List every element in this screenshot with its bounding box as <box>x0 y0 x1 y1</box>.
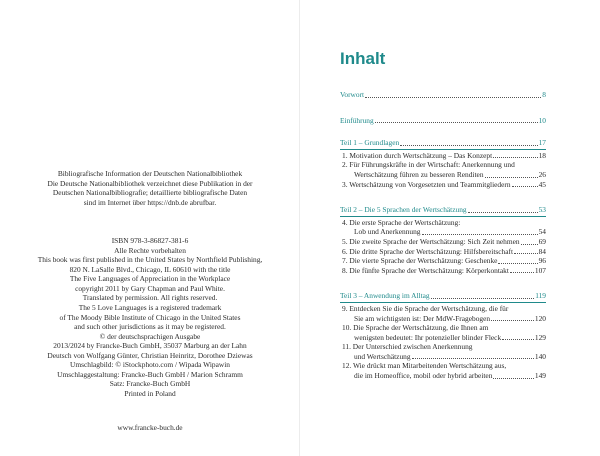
toc-label-continued: die im Homeoffice, mobil oder hybrid arbeiten <box>354 371 493 381</box>
toc-dot-leader <box>485 177 538 178</box>
toc-dot-leader <box>510 272 534 273</box>
toc-dot-leader <box>493 378 534 379</box>
toc-page-number: 84 <box>538 246 546 256</box>
toc-label: 2. Für Führungskräfte in der Wirtschaft: Anerkennung und <box>342 160 515 170</box>
toc-label-continued: und Wertschätzung <box>354 351 411 361</box>
toc-chapter[interactable] <box>340 342 546 361</box>
right-page <box>300 0 600 456</box>
toc-label: Einführung <box>340 115 374 125</box>
toc-entry-vorwort[interactable] <box>340 90 546 100</box>
toc-page-number: 96 <box>538 256 546 266</box>
toc-label: 11. Der Unterschied zwischen Anerkennung <box>342 342 473 352</box>
toc-page-number: 10 <box>538 115 546 125</box>
imprint-line: Bibliografische Information der Deutschen Nationalbibliothek <box>57 169 243 178</box>
toc-label-continued: Wertschätzung führen zu besseren Renditen <box>354 169 484 179</box>
toc-dot-leader <box>468 212 538 213</box>
toc-page-number: 45 <box>538 179 546 189</box>
toc-chapter[interactable] <box>340 323 546 342</box>
toc-chapter[interactable] <box>340 237 546 247</box>
toc-label: 12. Wie drückt man Mitarbeitenden Wertschätzung aus, <box>342 361 507 371</box>
toc-page-number: 129 <box>534 332 546 342</box>
imprint-line: This book was first published in the United States by Northfield Publishing, <box>37 255 263 265</box>
toc-chapter[interactable] <box>340 180 546 190</box>
toc-label: 7. Die vierte Sprache der Wertschätzung: Geschenke <box>342 256 498 266</box>
toc-chapter[interactable] <box>340 247 546 257</box>
toc-label: 8. Die fünfte Sprache der Wertschätzung: Körperkontakt <box>342 265 509 275</box>
toc-dot-leader <box>375 122 538 123</box>
toc-part-1[interactable] <box>340 138 546 150</box>
toc-part-label: Teil 2 – Die 5 Sprachen der Wertschätzung <box>340 205 467 215</box>
toc-dot-leader <box>431 298 535 299</box>
toc-dot-leader <box>365 97 541 98</box>
toc-page-number: 18 <box>538 150 546 160</box>
imprint-line: ISBN 978-3-86827-381-6 <box>111 236 189 246</box>
toc-dot-leader <box>521 244 538 245</box>
toc-chapter[interactable] <box>340 151 546 161</box>
toc-page-number: 8 <box>542 90 546 99</box>
toc-page-number: 26 <box>538 169 546 179</box>
imprint-line: 2013/2024 by Francke-Buch GmbH, 35037 Marburg an der Lahn <box>53 341 247 351</box>
toc-label-continued: Sie am wichtigsten ist: Der MdW-Fragebogen <box>354 313 491 323</box>
toc-chapter[interactable] <box>340 361 546 380</box>
toc-page-number: 69 <box>538 236 546 246</box>
toc-page-number: 17 <box>538 138 546 148</box>
toc-label: 9. Entdecken Sie die Sprache der Wertschätzung, die für <box>342 303 509 313</box>
imprint-line: The 5 Love Languages is a registered trademark <box>78 303 222 313</box>
imprint-line: Deutsch von Wolfgang Günter, Christian Heinritz, Dorothee Dziewas <box>47 350 253 360</box>
toc-entry-einfuehrung[interactable] <box>340 116 546 126</box>
toc-chapter[interactable] <box>340 160 546 179</box>
table-of-contents <box>340 90 546 381</box>
toc-dot-leader <box>502 339 534 340</box>
toc-page-number: 140 <box>534 351 546 361</box>
toc-chapter[interactable] <box>340 304 546 323</box>
toc-dot-leader <box>493 157 537 158</box>
imprint-line: 820 N. LaSalle Blvd., Chicago, IL 60610 with the title <box>69 264 231 274</box>
toc-page-number: 119 <box>535 291 546 301</box>
toc-title: Inhalt <box>340 49 386 68</box>
imprint-line: Satz: Francke-Buch GmbH <box>109 379 191 389</box>
toc-dot-leader <box>514 253 538 254</box>
toc-page-number: 120 <box>534 313 546 323</box>
imprint-line: Alle Rechte vorbehalten <box>114 245 186 255</box>
toc-label: 4. Die erste Sprache der Wertschätzung: <box>342 217 461 227</box>
toc-label: 3. Wertschätzung von Vorgesetzten und Teammitgliedern <box>342 179 511 189</box>
imprint-block <box>8 169 292 433</box>
toc-chapter[interactable] <box>340 218 546 237</box>
imprint-line: Printed in Poland <box>124 388 176 398</box>
imprint-line: Deutschen Nationalbibliografie; detaillierte bibliografische Daten <box>52 188 248 198</box>
toc-part-2[interactable] <box>340 205 546 217</box>
toc-label: 5. Die zweite Sprache der Wertschätzung: Sich Zeit nehmen <box>342 236 520 246</box>
toc-chapter[interactable] <box>340 266 546 276</box>
toc-dot-leader <box>412 358 534 359</box>
publisher-website: www.francke-buch.de <box>117 423 183 433</box>
toc-label: Vorwort <box>340 90 365 99</box>
imprint-line: copyright 2011 by Gary Chapman and Paul White. <box>75 283 225 293</box>
toc-page-number: 53 <box>538 205 546 215</box>
toc-dot-leader <box>498 263 537 264</box>
toc-dot-leader <box>512 186 538 187</box>
imprint-line: Umschlagbild: © iStockphoto.com / Wipada Wipawin <box>70 360 230 370</box>
imprint-line: of The Moody Bible Institute of Chicago in the United States <box>59 312 241 322</box>
imprint-line: Translated by permission. All rights reserved. <box>82 293 218 303</box>
toc-label: 6. Die dritte Sprache der Wertschätzung: Hilfsbereitschaft <box>342 246 514 256</box>
toc-chapter[interactable] <box>340 256 546 266</box>
imprint-line: The Five Languages of Appreciation in the Workplace <box>69 274 231 284</box>
toc-label: 10. Die Sprache der Wertschätzung, die Ihnen am <box>342 323 489 333</box>
toc-label: 1. Motivation durch Wertschätzung – Das Konzept <box>342 150 493 160</box>
toc-part-label: Teil 3 – Anwendung im Alltag <box>340 291 430 301</box>
toc-dot-leader <box>400 145 537 146</box>
toc-dot-leader <box>422 234 538 235</box>
imprint-line: Umschlaggestaltung: Francke-Buch GmbH / Marion Schramm <box>57 369 243 379</box>
toc-label-continued: wenigsten bedeutet: Ihr potenzieller blinder Fleck <box>354 332 502 342</box>
toc-part-3[interactable] <box>340 291 546 303</box>
toc-page-number: 54 <box>538 227 546 237</box>
imprint-line: © der deutschsprachigen Ausgabe <box>99 331 201 341</box>
toc-page-number: 149 <box>534 371 546 381</box>
imprint-line: Die Deutsche Nationalbibliothek verzeichnet diese Publikation in der <box>47 178 253 188</box>
toc-page-number: 107 <box>534 265 546 275</box>
imprint-line: and such other jurisdictions as it may be registered. <box>74 322 226 332</box>
imprint-line: sind im Internet über https://dnb.de abrufbar. <box>83 197 217 207</box>
toc-part-label: Teil 1 – Grundlagen <box>340 138 400 148</box>
toc-dot-leader <box>491 320 534 321</box>
toc-label-continued: Lob und Anerkennung <box>354 227 421 237</box>
